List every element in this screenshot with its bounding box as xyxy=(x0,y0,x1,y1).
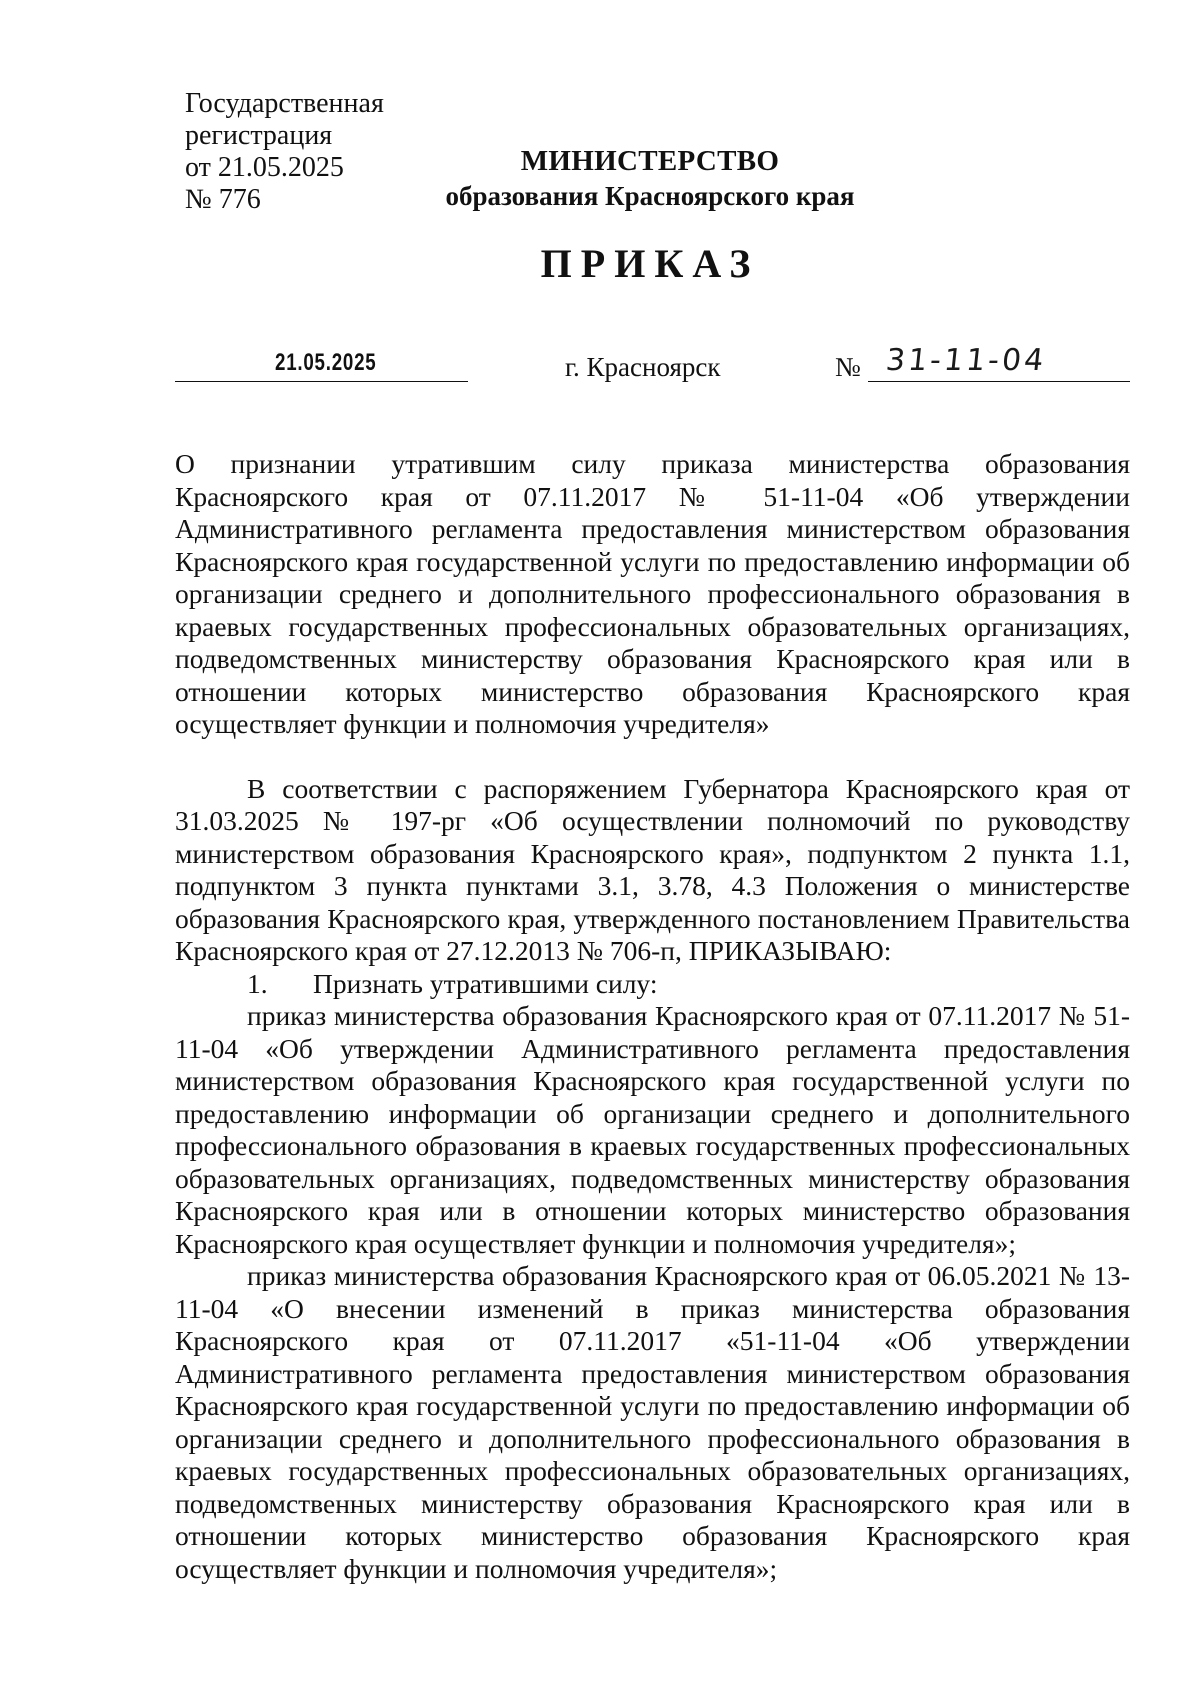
date-field xyxy=(175,349,468,382)
ministry-subtitle: образования Красноярского края xyxy=(445,181,855,211)
number-field xyxy=(868,343,1130,382)
item-1 xyxy=(175,968,1130,1001)
order-entry: приказ министерства образования Красноярского края от 06.05.2021 № 13-11-04 «О внесении изменений в приказ министерства образования Красноярского края от 07.11.2017 «51-11-04 «Об утверждении Административного регламента предоставления министерством образования Красноярского края государственной услуги по предоставлению информации об организации среднего и дополнительного профессионального образования в краевых государственных профессиональных образовательных организациях, подведомственных министерству образования Красноярского края или в отношении которых министерство образования Красноярского края осуществляет функции и полномочия учредителя»; xyxy=(175,1260,1130,1584)
registration-line: Государственная xyxy=(185,88,384,119)
registration-date: от 21.05.2025 xyxy=(185,152,344,183)
document-title: О признании утратившим силу приказа министерства образования Красноярского края от 07.11.2017 № 51-11-04 «Об утверждении Административного регламента предоставления министерством образования Красноярского края государственной услуги по предоставлению информации об организации среднего и дополнительного профессионального образования в краевых государственных профессиональных образовательных организациях, подведомственных министерству образования Красноярского края или в отношении которых министерство образования Красноярского края осуществляет функции и полномочия учредителя» xyxy=(175,448,1130,739)
ministry-name: МИНИСТЕРСТВО xyxy=(520,145,780,177)
document-type: ПРИКАЗ xyxy=(540,241,760,286)
city: г. Красноярск xyxy=(565,352,721,382)
document-body xyxy=(175,448,1130,1585)
ministry-header xyxy=(0,143,1200,213)
preamble: В соответствии с распоряжением Губернатора Красноярского края от 31.03.2025 № 197-рг «Об осуществлении полномочий по руководству министерством образования Красноярского края», подпунктом 2 пункта 1.1, подпунктом 3 пункта пунктами 3.1, 3.78, 4.3 Положения о министерстве образования Красноярского края, утвержденного постановлением Правительства Красноярского края от 27.12.2013 № 706-п, ПРИКАЗЫВАЮ: xyxy=(175,772,1130,966)
item-text: Признать утратившими силу: xyxy=(313,967,658,999)
order-number: 31-11-04 xyxy=(884,343,1049,378)
registration-number: № 776 xyxy=(185,184,261,215)
registration-line: регистрация xyxy=(185,120,333,151)
order-entry: приказ министерства образования Красноярского края от 07.11.2017 № 51-11-04 «Об утверждении Административного регламента предоставления министерством образования Красноярского края государственной услуги по предоставлению информации об организации среднего и дополнительного профессионального образования в краевых государственных профессиональных образовательных организациях, подведомственных министерству образования Красноярского края или в отношении которых министерство образования Красноярского края осуществляет функции и полномочия учредителя»; xyxy=(175,1000,1130,1259)
order-date: 21.05.2025 xyxy=(275,349,377,376)
number-sign: № xyxy=(835,352,861,382)
item-number: 1. xyxy=(247,967,268,999)
